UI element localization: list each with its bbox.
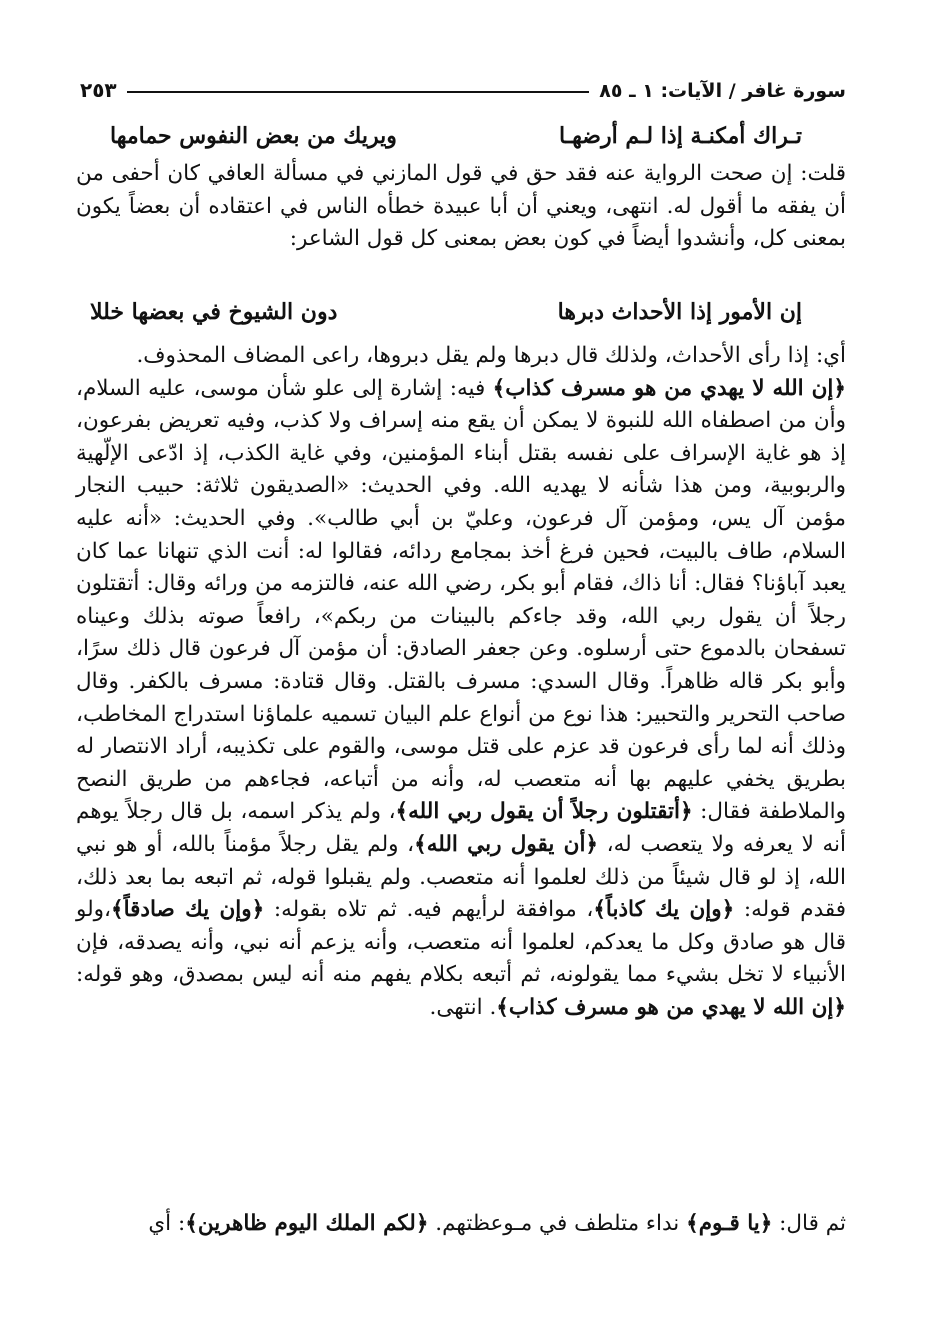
paragraph-2-text: . انتهى. [429, 994, 497, 1020]
paragraph-3 [76, 1208, 846, 1241]
poetry-verse-2 [90, 296, 802, 328]
paragraph-2-text: فيه: إشارة إلى علو شأن موسى، عليه السلام، وأن من اصطفاه الله للنبوة لا يمكن أن يقع منه إسراف ولا كذب، وفيه تعريض بفرعون، إذ هو غاية الإسراف على نفسه بقتل أبناء المؤمنين، وفي غاية الكذب، إذ ادّعى الإلّهية والربوبية، ومن هذا شأنه لا يهديه الله. وفي الحديث: «الصديقون ثلاثة: حبيب النجار مؤمن آل يس، ومؤمن آل فرعون، وعليّ بن أبي طالب». وفي الحديث: «أنه عليه السلام، طاف بالبيت، فحين فرغ أخذ بمجامع ردائه، فقالوا له: أنت الذي تنهانا عما كان يعبد آباؤنا؟ فقال: أنا ذاك، فقام أبو بكر، رضي الله عنه، فالتزمه من ورائه وقال: أتقتلون رجلاً أن يقول ربي الله، وقد جاءكم بالبينات من ربكم»، رافعاً صوته بذلك وعيناه تسفحان بالدموع حتى أرسلوه. وعن جعفر الصادق: أن مؤمن آل فرعون قال ذلك سرًا، وأبو بكر قاله ظاهراً. وقال السدي: مسرف بالقتل. وقال قتادة: مسرف بالكفر. وقال صاحب التحرير والتحبير: هذا نوع من أنواع علم البيان تسميه علماؤنا استدراج المخاطب، وذلك أنه لما رأى فرعون قد عزم على قتل موسى، والقوم على تكذيبه، أراد الانتصار له بطريق يخفي عليهم بها أنه متعصب له، وأنه من أتباعه، فجاءهم من طريق النصح والملاطفة فقال: [76, 375, 847, 825]
verse-2-second-hemistich: دون الشيوخ في بعضها خللا [90, 299, 338, 325]
page-number: ٢٥٣ [80, 78, 117, 102]
verse-1-first-hemistich: تـراك أمكنـة إذا لـم أرضهـا [558, 123, 802, 149]
paragraph-3-text: ثم قال: [772, 1211, 846, 1236]
paragraph-2 [76, 340, 846, 1024]
paragraph-2-text: ، ولم يذكر اسمه، بل قال رجلاً يوهم أنه لا يعرفه ولا يتعصب له، [76, 799, 846, 857]
paragraph-3-text: نداء متلطف في مـوعظتهم. [428, 1211, 687, 1236]
quran-quote: ﴿يا قـوم﴾ [686, 1211, 773, 1236]
verse-2-first-hemistich: إن الأمور إذا الأحداث دبرها [557, 299, 802, 325]
quran-quote: ﴿وإن يك صادقاً﴾ [110, 897, 265, 923]
paragraph-2-text: ، ولم يقل رجلاً مؤمناً بالله، أو هو نبي الله، إذ لو قال شيئاً من ذلك لعلموا أنه متعصب. ولم يقبلوا قوله، ثم اتبعه بما بعد ذلك، فقدم قوله: [76, 831, 847, 923]
quran-quote: ﴿إن الله لا يهدي من هو مسرف كذاب﴾ [496, 994, 846, 1020]
quran-quote: ﴿لكم الملك اليوم ظاهرين﴾ [185, 1211, 429, 1236]
poetry-verse-1 [110, 120, 802, 152]
running-header [80, 62, 846, 102]
quran-quote: ﴿أتقتلون رجلاً أن يقول ربي الله﴾ [395, 799, 693, 825]
quran-quote: ﴿وإن يك كاذباً﴾ [593, 897, 735, 923]
paragraph-2-text: أي: إذا رأى الأحداث، ولذلك قال دبرها ولم يقل دبروها، راعى المضاف المحذوف. [136, 343, 846, 368]
paragraph-2-text: ، موافقة لرأيهم فيه. ثم تلاه بقوله: [264, 897, 594, 923]
paragraph-3-text: : أي [148, 1211, 186, 1236]
paragraph-1: قلت: إن صحت الرواية عنه فقد حق في قول المازني في مسألة العافي كان أحفى من أن يفقه ما أقول له. انتهى، ويعني أن أبا عبيدة خطأه الناس في اعتقاده أن بعضاً يكون بمعنى كل، وأنشدوا أيضاً في كون بعض بمعنى كل قول الشاعر: [76, 161, 846, 252]
header-title: سورة غافر / الآيات: ١ ـ ٨٥ [599, 80, 846, 102]
header-rule [127, 91, 590, 93]
quran-quote: ﴿إن الله لا يهدي من هو مسرف كذاب﴾ [492, 375, 846, 401]
verse-1-second-hemistich: ويريك من بعض النفوس حمامها [110, 123, 397, 149]
quran-quote: ﴿أن يقول ربي الله﴾ [414, 831, 599, 857]
paragraph-2-text: ،ولو قال هو صادق وكل ما يعدكم، لعلموا أنه متعصب، وأنه يزعم أنه نبي، وأنه يصدقه، فإن الأنبياء لا تخل بشيء مما يقولونه، ثم أتبعه بكلام يفهم منه أنه ليس بمصدق، وهو قوله: [76, 897, 846, 988]
